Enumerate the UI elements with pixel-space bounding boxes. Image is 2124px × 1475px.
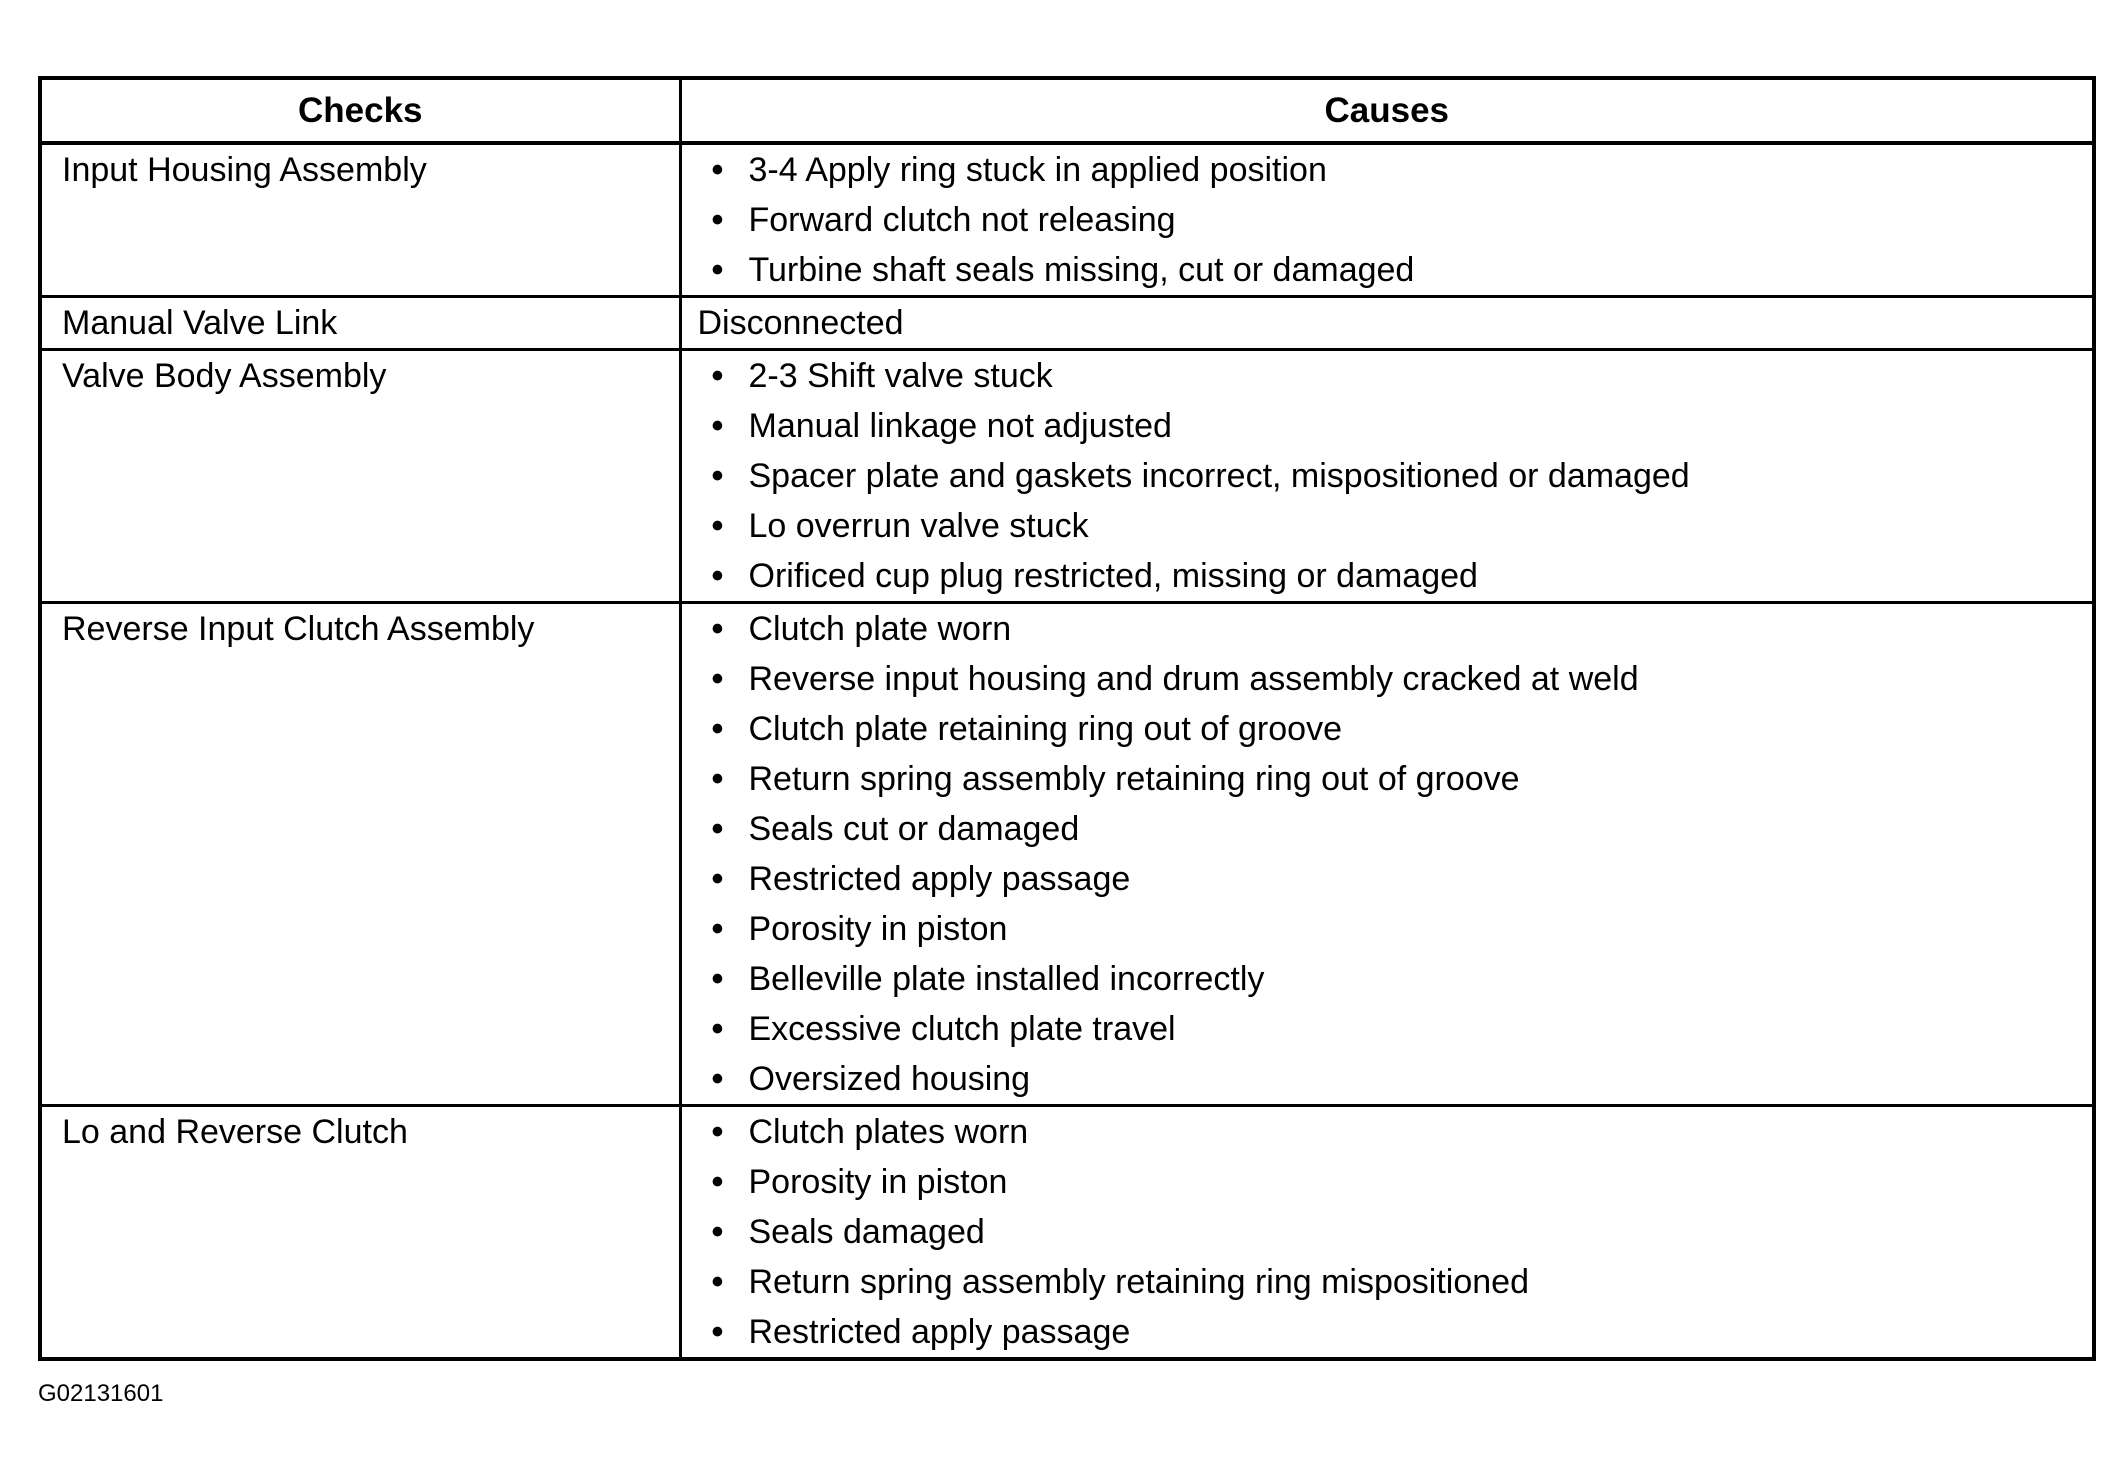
causes-column-header: Causes: [680, 78, 2094, 143]
cause-text: Clutch plate worn: [748, 610, 1012, 648]
cause-text: Seals cut or damaged: [748, 810, 1080, 848]
causes-cell: [680, 350, 2094, 603]
cause-text: Spacer plate and gaskets incorrect, mispositioned or damaged: [748, 457, 1690, 495]
cause-item: [702, 754, 2093, 804]
bullet-icon: •: [711, 760, 724, 798]
cause-text: 2-3 Shift valve stuck: [748, 357, 1053, 395]
cause-text: Manual linkage not adjusted: [748, 407, 1172, 445]
cause-item: [702, 451, 2093, 501]
table-row: [40, 143, 2094, 297]
cause-item: [702, 704, 2093, 754]
bullet-icon: •: [711, 1263, 724, 1301]
cause-item: [702, 195, 2093, 245]
cause-item: [702, 854, 2093, 904]
check-cell: Valve Body Assembly: [40, 350, 680, 603]
cause-text: Return spring assembly retaining ring out of groove: [748, 760, 1520, 798]
cause-item: [702, 604, 2093, 654]
bullet-icon: •: [711, 1313, 724, 1351]
cause-item: [702, 1054, 2093, 1104]
cause-item: [702, 501, 2093, 551]
cause-text: Excessive clutch plate travel: [748, 1010, 1176, 1048]
cause-text: Return spring assembly retaining ring mispositioned: [748, 1263, 1529, 1301]
cause-item: [702, 1157, 2093, 1207]
cause-item: [702, 351, 2093, 401]
cause-item: [702, 1004, 2093, 1054]
cause-item: [702, 904, 2093, 954]
check-cell: Input Housing Assembly: [40, 143, 680, 297]
cause-text: Porosity in piston: [748, 1163, 1008, 1201]
cause-item: [702, 1307, 2093, 1357]
bullet-icon: •: [711, 407, 724, 445]
check-cell: Reverse Input Clutch Assembly: [40, 603, 680, 1106]
figure-id-label: G02131601: [38, 1380, 164, 1407]
cause-text: Seals damaged: [748, 1213, 985, 1251]
bullet-icon: •: [711, 251, 724, 289]
cause-cell: Disconnected: [680, 297, 2094, 350]
bullet-icon: •: [711, 357, 724, 395]
table-row: [40, 350, 2094, 603]
cause-text: Oversized housing: [748, 1060, 1031, 1098]
causes-cell: [680, 603, 2094, 1106]
cause-item: [702, 1207, 2093, 1257]
causes-cell: [680, 143, 2094, 297]
bullet-icon: •: [711, 557, 724, 595]
bullet-icon: •: [711, 1213, 724, 1251]
cause-text: Forward clutch not releasing: [748, 201, 1176, 239]
table-row: [40, 603, 2094, 1106]
bullet-icon: •: [711, 610, 724, 648]
bullet-icon: •: [711, 457, 724, 495]
bullet-icon: •: [711, 960, 724, 998]
check-cell: Manual Valve Link: [40, 297, 680, 350]
header-row: [40, 78, 2094, 143]
cause-item: [702, 1107, 2093, 1157]
bullet-icon: •: [711, 1113, 724, 1151]
cause-text: Orificed cup plug restricted, missing or damaged: [748, 557, 1478, 595]
cause-text: Restricted apply passage: [748, 1313, 1131, 1351]
check-cell: Lo and Reverse Clutch: [40, 1106, 680, 1360]
bullet-icon: •: [711, 1163, 724, 1201]
causes-cell: [680, 1106, 2094, 1360]
cause-text: Belleville plate installed incorrectly: [748, 960, 1265, 998]
bullet-icon: •: [711, 810, 724, 848]
cause-list: [702, 351, 2093, 601]
cause-item: [702, 551, 2093, 601]
diagnosis-table: [38, 76, 2096, 1361]
cause-list: [702, 145, 2093, 295]
bullet-icon: •: [711, 910, 724, 948]
bullet-icon: •: [711, 507, 724, 545]
cause-item: [702, 401, 2093, 451]
bullet-icon: •: [711, 201, 724, 239]
cause-item: [702, 145, 2093, 195]
bullet-icon: •: [711, 1010, 724, 1048]
cause-text: Clutch plate retaining ring out of groove: [748, 710, 1342, 748]
bullet-icon: •: [711, 151, 724, 189]
bullet-icon: •: [711, 710, 724, 748]
cause-text: Turbine shaft seals missing, cut or damaged: [748, 251, 1415, 289]
cause-text: Lo overrun valve stuck: [748, 507, 1089, 545]
cause-item: [702, 804, 2093, 854]
bullet-icon: •: [711, 660, 724, 698]
table-row: [40, 1106, 2094, 1360]
cause-list: [702, 1107, 2093, 1357]
cause-item: [702, 954, 2093, 1004]
table-row: [40, 297, 2094, 350]
cause-item: [702, 245, 2093, 295]
cause-text: Clutch plates worn: [748, 1113, 1029, 1151]
cause-list: [702, 604, 2093, 1104]
checks-column-header: Checks: [40, 78, 680, 143]
cause-item: [702, 654, 2093, 704]
cause-text: Porosity in piston: [748, 910, 1008, 948]
bullet-icon: •: [711, 860, 724, 898]
cause-item: [702, 1257, 2093, 1307]
cause-text: Reverse input housing and drum assembly cracked at weld: [748, 660, 1639, 698]
cause-text: Restricted apply passage: [748, 860, 1131, 898]
cause-text: 3-4 Apply ring stuck in applied position: [748, 151, 1327, 189]
bullet-icon: •: [711, 1060, 724, 1098]
